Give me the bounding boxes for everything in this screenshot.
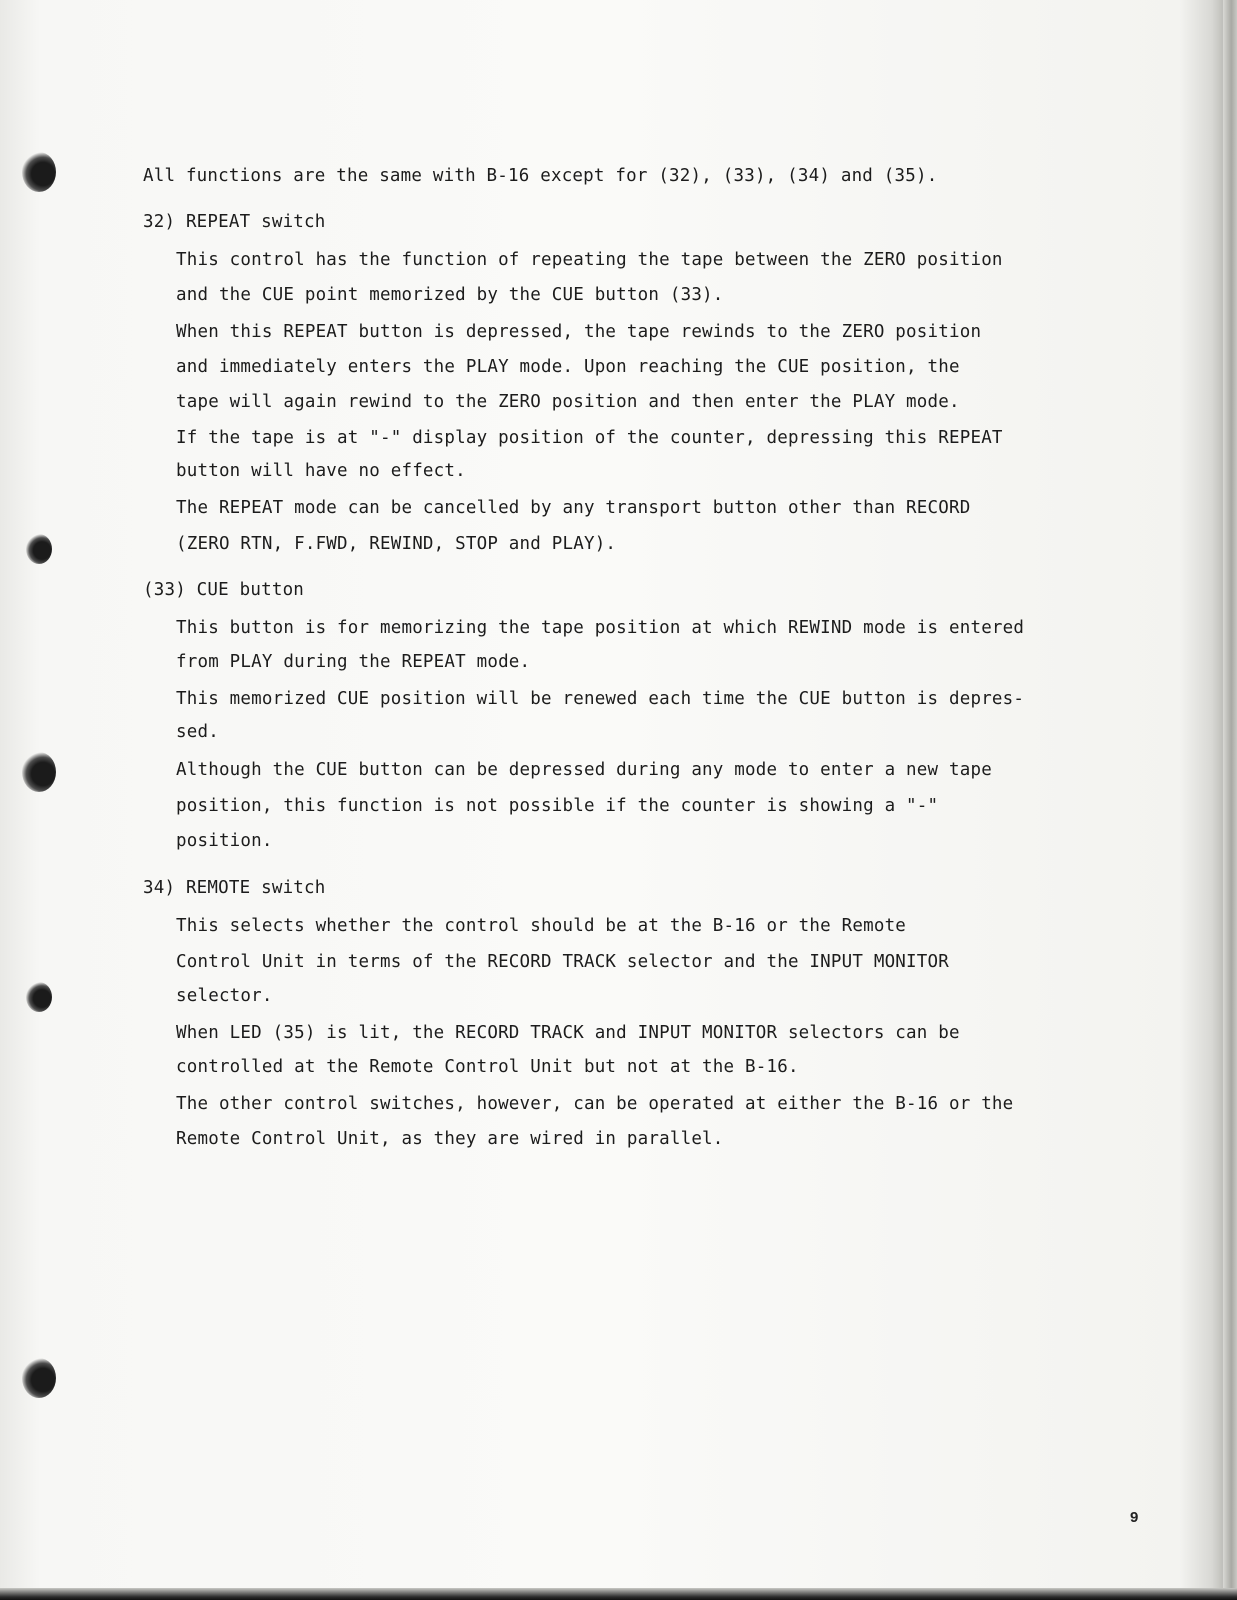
binder-hole-1 [16, 150, 60, 194]
repeat-line: and the CUE point memorized by the CUE button (33). [176, 285, 724, 305]
repeat-line: tape will again rewind to the ZERO position and then enter the PLAY mode. [176, 392, 960, 412]
remote-line: Control Unit in terms of the RECORD TRACK selector and the INPUT MONITOR [176, 952, 949, 972]
cue-line: This memorized CUE position will be renewed each time the CUE button is depres- [176, 689, 1025, 709]
cue-line: from PLAY during the REPEAT mode. [176, 652, 531, 672]
cue-line: Although the CUE button can be depressed during any mode to enter a new tape [176, 760, 992, 780]
remote-line: selector. [176, 986, 273, 1006]
repeat-line: and immediately enters the PLAY mode. Upon reaching the CUE position, the [176, 357, 960, 377]
remote-line: The other control switches, however, can be operated at either the B-16 or the [176, 1094, 1014, 1114]
remote-line: This selects whether the control should be at the B-16 or the Remote [176, 916, 907, 936]
cue-line: sed. [176, 722, 219, 742]
section-heading-remote: 34) REMOTE switch [143, 878, 326, 898]
repeat-line: button will have no effect. [176, 461, 466, 481]
page-edge [1223, 0, 1237, 1588]
cue-line: position. [176, 831, 273, 851]
repeat-line: When this REPEAT button is depressed, the tape rewinds to the ZERO position [176, 322, 982, 342]
remote-line: controlled at the Remote Control Unit but not at the B-16. [176, 1057, 799, 1077]
repeat-line: (ZERO RTN, F.FWD, REWIND, STOP and PLAY). [176, 534, 617, 554]
cue-line: position, this function is not possible if the counter is showing a "-" [176, 796, 939, 816]
intro-line: All functions are the same with B-16 except for (32), (33), (34) and (35). [143, 166, 938, 186]
page-bottom-shadow [0, 1588, 1237, 1600]
binder-hole-5 [16, 1356, 60, 1400]
binder-hole-4 [16, 976, 60, 1020]
binder-hole-2 [16, 528, 60, 572]
cue-line: This button is for memorizing the tape position at which REWIND mode is entered [176, 618, 1025, 638]
section-heading-repeat: 32) REPEAT switch [143, 212, 326, 232]
remote-line: When LED (35) is lit, the RECORD TRACK and INPUT MONITOR selectors can be [176, 1023, 960, 1043]
section-heading-cue: (33) CUE button [143, 580, 305, 600]
repeat-line: This control has the function of repeating the tape between the ZERO position [176, 250, 1003, 270]
repeat-line: The REPEAT mode can be cancelled by any transport button other than RECORD [176, 498, 971, 518]
binder-hole-3 [16, 750, 60, 794]
page-number: 9 [1130, 1509, 1139, 1526]
repeat-line: If the tape is at "-" display position of the counter, depressing this REPEAT [176, 428, 1003, 448]
remote-line: Remote Control Unit, as they are wired in parallel. [176, 1129, 724, 1149]
